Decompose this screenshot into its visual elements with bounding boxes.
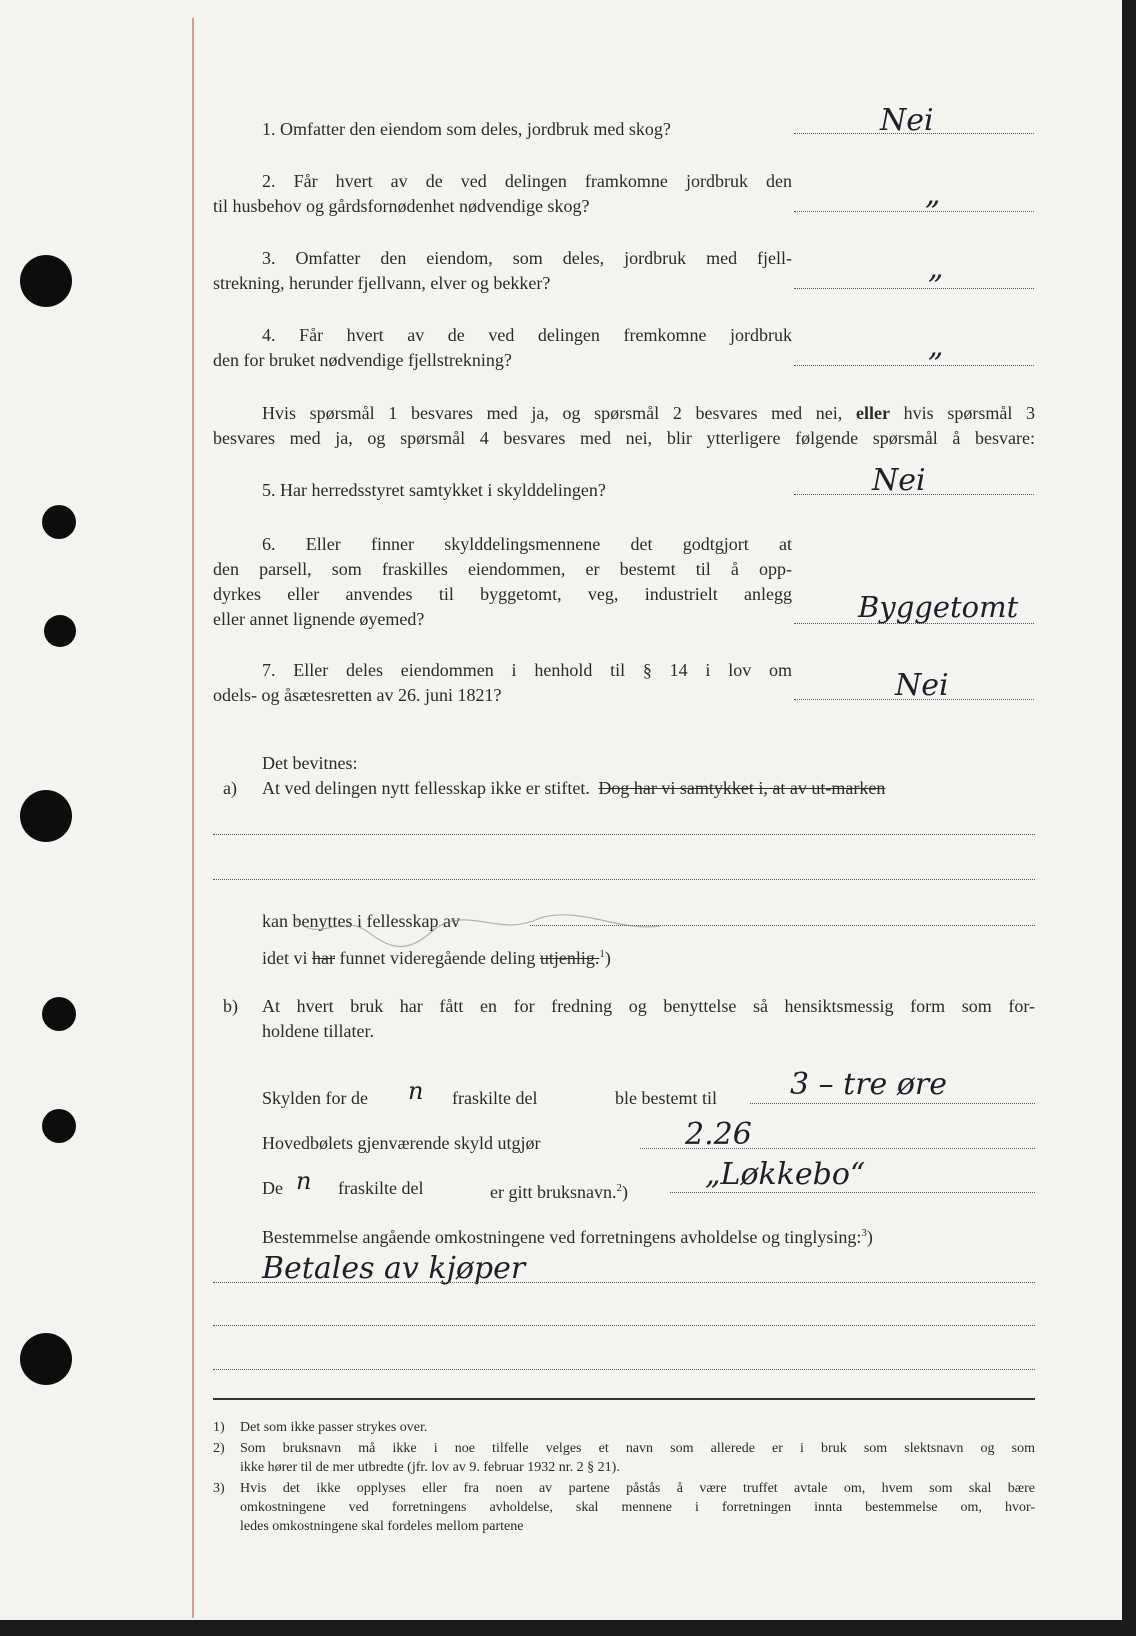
answer-q2-handwritten: „: [925, 177, 941, 212]
attest-heading: Det bevitnes:: [262, 753, 358, 773]
punch-hole: [42, 997, 76, 1031]
question-6-line3: dyrkes eller anvendes til byggetomt, veg, industrielt anlegg: [213, 584, 792, 604]
answer-q5-handwritten: Nei: [872, 463, 926, 498]
question-2-line1: 2. Får hvert av de ved delingen framkomne jordbruk den: [262, 171, 792, 191]
answer-line: [794, 211, 1034, 212]
punch-hole: [42, 1109, 76, 1143]
footnote-ref: 3: [861, 1227, 867, 1239]
attest-a-struck-text: Dog har vi samtykket i, at av ut-marken: [598, 778, 886, 798]
bruks-label-2: fraskilte del: [338, 1178, 424, 1198]
conditional-line1: [262, 401, 1035, 425]
question-3-line1: 3. Omfatter den eiendom, som deles, jordbruk med fjell-: [262, 248, 792, 268]
skyld-label-1: Skylden for de: [262, 1088, 368, 1108]
conditional-bold-eller: eller: [856, 403, 890, 423]
attest-a-text: At ved delingen nytt fellesskap ikke er stiftet.: [262, 778, 590, 798]
punch-hole: [20, 255, 72, 307]
field-line: [750, 1103, 1035, 1104]
skyld-label-3: ble bestemt til: [615, 1088, 717, 1108]
conditional-line1-before: Hvis spørsmål 1 besvares med ja, og spørsmål 2 besvares med nei,: [262, 403, 843, 423]
blank-line: [213, 879, 1035, 880]
skyld-value-handwritten: 3 – tre øre: [790, 1067, 948, 1102]
bruks-handwritten-n: n: [296, 1167, 312, 1195]
question-2-line2: til husbehov og gårdsfornødenhet nødvendige skog?: [213, 196, 590, 216]
punch-hole: [44, 615, 76, 647]
attest-a-line1: [262, 776, 885, 800]
footnote-3-line3: ledes omkostningene skal fordeles mellom partene: [240, 1519, 524, 1534]
question-6-line2: den parsell, som fraskilles eiendommen, er bestemt til å opp-: [213, 559, 792, 579]
footnote-ref: 2: [616, 1182, 622, 1194]
attest-a-line4: [262, 942, 611, 970]
footnote-1-text: Det som ikke passer strykes over.: [240, 1420, 428, 1435]
footnote-3-mark: 3): [213, 1481, 225, 1496]
footnote-ref-paren: ): [604, 948, 611, 968]
kost-value-handwritten: Betales av kjøper: [262, 1251, 526, 1286]
attest-a-line4-struck1: har: [312, 948, 335, 968]
bruks-value-handwritten: „Løkkebo“: [705, 1157, 866, 1192]
answer-q3-handwritten: „: [928, 251, 944, 286]
question-7-line2: odels- og åsætesretten av 26. juni 1821?: [213, 685, 502, 705]
punch-hole: [42, 505, 76, 539]
question-4-line2: den for bruket nødvendige fjellstrekning?: [213, 350, 512, 370]
conditional-line1-after: hvis spørsmål 3: [903, 403, 1036, 423]
question-1-text: 1. Omfatter den eiendom som deles, jordbruk med skog?: [262, 119, 671, 139]
attest-b-line1: At hvert bruk har fått en for fredning og benyttelse så hensiktsmessig form som for-: [262, 996, 1035, 1016]
answer-q1-handwritten: Nei: [880, 103, 934, 138]
footnote-ref: 1: [599, 948, 605, 960]
margin-line: [192, 18, 194, 1618]
footnote-2-mark: 2): [213, 1441, 225, 1456]
punch-hole: [20, 790, 72, 842]
answer-q4-handwritten: „: [928, 329, 944, 364]
conditional-line2: besvares med ja, og spørsmål 4 besvares med nei, blir ytterligere følgende spørsmål å besvare:: [213, 428, 1035, 448]
footnote-3-line2: omkostningene ved forretningens avholdelse, skal mennene i forretningen innta bestemmelse om, hvor-: [240, 1500, 1035, 1515]
question-4-line1: 4. Får hvert av de ved delingen fremkomne jordbruk: [262, 325, 792, 345]
bruks-label-3: [490, 1176, 628, 1204]
blank-line: [213, 1325, 1035, 1326]
field-line: [670, 1192, 1035, 1193]
hoved-label: Hovedbølets gjenværende skyld utgjør: [262, 1133, 541, 1153]
answer-q6-handwritten: Byggetomt: [858, 590, 1019, 624]
footnote-ref-paren: ): [866, 1227, 873, 1247]
attest-a-label: a): [223, 778, 237, 798]
footnote-2-line1: Som bruksnavn må ikke i noe tilfelle velges et navn som allerede er i bruk som slektsnavn og som: [240, 1441, 1035, 1456]
kost-label-text: Bestemmelse angående omkostningene ved forretningens avholdelse og tinglysing:: [262, 1227, 862, 1247]
punch-hole: [20, 1333, 72, 1385]
attest-b-line2: holdene tillater.: [262, 1021, 374, 1041]
attest-b-label: b): [223, 996, 238, 1016]
question-5-text: 5. Har herredsstyret samtykket i skylddelingen?: [262, 480, 606, 500]
attest-a-line4-struck2: utjenlig.: [539, 948, 600, 968]
question-6-line1: 6. Eller finner skylddelingsmennene det godtgjort at: [262, 534, 792, 554]
bruks-label-1: De: [262, 1178, 283, 1198]
blank-line: [213, 1282, 1035, 1283]
footnote-divider: [213, 1398, 1035, 1400]
skyld-label-2: fraskilte del: [452, 1088, 538, 1108]
attest-a-line4-before: idet vi: [262, 948, 308, 968]
attest-a-line4-mid: funnet videregående deling: [339, 948, 536, 968]
footnote-3-line1: Hvis det ikke opplyses eller fra noen av partene påstås å være truffet avtale om, hvem som skal bære: [240, 1481, 1035, 1496]
answer-line: [794, 288, 1034, 289]
bruks-label-3-text: er gitt bruksnavn.: [490, 1182, 617, 1202]
footnote-1-mark: 1): [213, 1420, 225, 1435]
blank-line: [213, 834, 1035, 835]
question-6-line4: eller annet lignende øyemed?: [213, 609, 425, 629]
footnote-ref-paren: ): [621, 1182, 628, 1202]
blank-line: [213, 1369, 1035, 1370]
skyld-handwritten-n: n: [408, 1077, 424, 1105]
question-3-line2: strekning, herunder fjellvann, elver og bekker?: [213, 273, 551, 293]
kost-label: [262, 1221, 873, 1249]
attest-a-line3: kan benyttes i fellesskap av: [262, 911, 460, 931]
question-7-line1: 7. Eller deles eiendommen i henhold til § 14 i lov om: [262, 660, 792, 680]
answer-line: [794, 365, 1034, 366]
hoved-value-handwritten: 2.26: [685, 1117, 752, 1152]
footnote-2-line2: ikke hører til de mer utbredte (jfr. lov av 9. februar 1932 nr. 2 § 21).: [240, 1460, 620, 1475]
answer-q7-handwritten: Nei: [895, 668, 949, 703]
